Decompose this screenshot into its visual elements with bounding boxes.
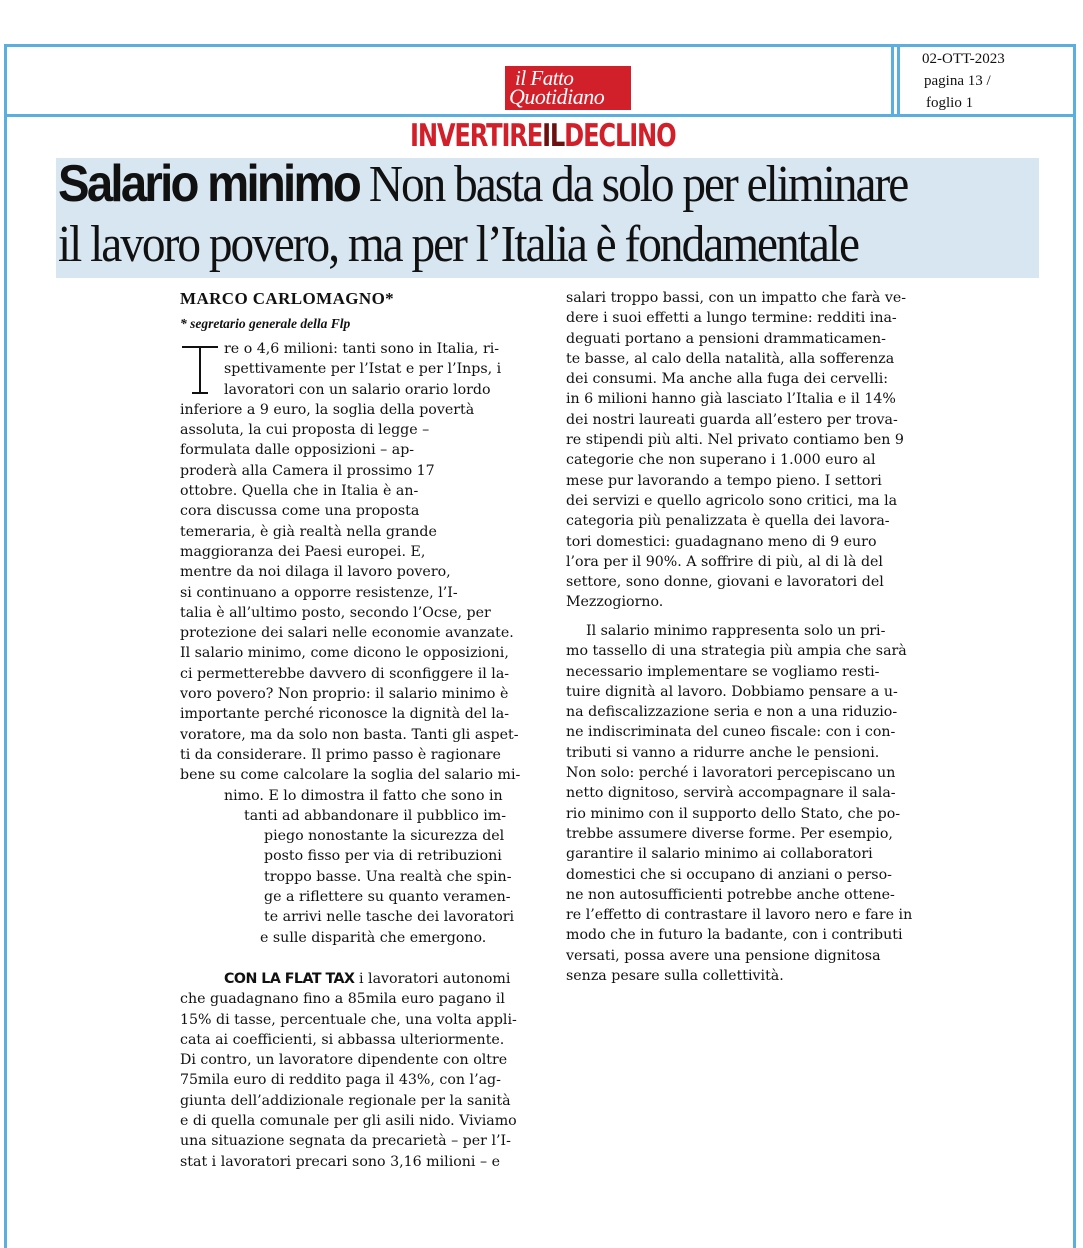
article-line: Di contro, un lavoratore dipendente con oltre (180, 1052, 508, 1069)
article-line: e di quella comunale per gli asili nido. Viviamo (180, 1113, 517, 1130)
article-line: re l’effetto di contrastare il lavoro nero e fare in (566, 907, 913, 924)
article-line: deguati portano a pensioni drammaticamen- (566, 330, 886, 347)
article-line: stat i lavoratori precari sono 3,16 milioni – e (180, 1153, 500, 1170)
article-line: l’ora per il 90%. A soffrire di più, al di là del (566, 553, 883, 570)
article-line: in 6 milioni hanno già lasciato l’Italia e il 14% (566, 391, 896, 408)
article-line: te basse, al calo della natalità, alla sofferenza (566, 350, 895, 367)
headline-line-2: il lavoro povero, ma per l’Italia è fondamentale (58, 216, 858, 273)
article-column-1-section-2 (180, 969, 532, 1172)
subheading: CON LA FLAT TAX (224, 971, 355, 987)
article-line: necessario implementare se vogliamo resti- (566, 663, 880, 680)
article-line: una situazione segnata da precarietà – per l’I- (180, 1133, 511, 1150)
headline (58, 154, 907, 275)
article-line: settore, sono donne, giovani e lavoratori del (566, 574, 884, 591)
article-line: tributi si vanno a ridurre anche le pensioni. (566, 744, 880, 761)
section-kicker (410, 118, 676, 154)
article-line: inferiore a 9 euro, la soglia della povertà (180, 401, 475, 418)
article-line: netto dignitoso, servirà accompagnare il sala- (566, 785, 896, 802)
article-line: cora discussa come una proposta (180, 503, 420, 520)
article-line: te arrivi nelle tasche dei lavoratori (264, 909, 515, 926)
article-line: mo tassello di una strategia più ampia che sarà (566, 643, 907, 660)
article-line: giunta dell’addizionale regionale per la sanità (180, 1092, 511, 1109)
article-line: dei nostri laureati guarda all’estero per trova- (566, 411, 898, 428)
headline-lead: Salario minimo (58, 155, 359, 213)
article-line: senza pesare sulla collettività. (566, 968, 784, 985)
article-line: Non solo: perché i lavoratori percepiscano un (566, 765, 896, 782)
article-line: re o 4,6 milioni: tanti sono in Italia, ri- (224, 341, 500, 357)
article-line: ne indiscriminata del cuneo fiscale: con i con- (566, 724, 896, 741)
article-line: 15% di tasse, percentuale che, una volta appli- (180, 1011, 517, 1028)
headline-line-1: Non basta da solo per eliminare (358, 156, 908, 213)
kicker-part-1: INVERTIRE (410, 118, 543, 154)
article-line: importante perché riconosce la dignità del la- (180, 706, 510, 723)
article-line: ge a riflettere su quanto veramen- (264, 889, 511, 906)
kicker-part-2: IL (542, 118, 565, 154)
article-line: voratore, ma da solo non basta. Tanti gli aspet- (180, 726, 519, 743)
logo-line-1: il Fatto (515, 66, 574, 90)
article-line: ne non autosufficienti potrebbe anche ottene- (566, 886, 895, 903)
article-line: garantire il salario minimo ai collaboratori (566, 846, 873, 863)
article-line: troppo basse. Una realtà che spin- (264, 868, 512, 885)
article-line: dei servizi e quello agricolo sono critici, ma la (566, 492, 898, 509)
article-line: ti da considerare. Il primo passo è ragionare (180, 746, 501, 763)
article-line: tori domestici: guadagnano meno di 9 euro (566, 533, 877, 550)
article-line: posto fisso per via di retribuzioni (264, 848, 502, 865)
clipping-meta (922, 48, 1005, 114)
article-line: trebbe assumere diverse forme. Per esempio, (566, 825, 893, 842)
article-column-2-section-2 (566, 621, 916, 986)
article-line: tuire dignità al lavoro. Dobbiamo pensare a u- (566, 683, 898, 700)
article-line: maggioranza dei Paesi europei. E, (180, 543, 426, 560)
article-line: 75mila euro di reddito paga il 43%, con l’ag- (180, 1072, 501, 1089)
article-line: mentre da noi dilaga il lavoro povero, (180, 564, 451, 581)
article-line: Il salario minimo, come dicono le opposizioni, (180, 645, 509, 662)
article-line: versati, possa avere una pensione dignitosa (566, 947, 881, 964)
author-name: MARCO CARLOMAGNO* (180, 289, 395, 308)
clipping-sheet: foglio 1 (926, 95, 974, 111)
article-line: proderà alla Camera il prossimo 17 (180, 462, 435, 479)
article-line: mese pur lavorando a tempo pieno. I settori (566, 472, 882, 489)
article-line: Mezzogiorno. (566, 594, 664, 611)
article-line: cata ai coefficienti, si abbassa ulteriormente. (180, 1031, 505, 1048)
article-line: e sulle disparità che emergono. (260, 929, 487, 946)
article-line: CON LA FLAT TAX i lavoratori autonomi (224, 971, 511, 987)
article-line: temeraria, è già realtà nella grande (180, 523, 437, 540)
article-line: formulata dalle opposizioni – ap- (180, 442, 415, 459)
article-line: modo che in futuro la badante, con i contributi (566, 927, 903, 944)
newspaper-logo (505, 66, 631, 110)
article-line: tanti ad abbandonare il pubblico im- (244, 807, 507, 824)
article-line: lavoratori con un salario orario lordo (224, 381, 491, 398)
author-role: * segretario generale della Flp (180, 316, 351, 331)
article-line: si continuano a opporre resistenze, l’I- (180, 584, 458, 601)
article-line: salari troppo bassi, con un impatto che farà ve- (566, 290, 907, 306)
article-line: protezione dei salari nelle economie avanzate. (180, 625, 514, 642)
article-line: na defiscalizzazione seria e non a una riduzio- (566, 704, 898, 721)
article-line: categoria più penalizzata è quella dei lavora- (566, 513, 890, 530)
article-line: categorie che non superano i 1.000 euro al (566, 452, 876, 469)
article-line: assoluta, la cui proposta di legge – (180, 422, 430, 439)
logo-line-2: Quotidiano (509, 84, 605, 109)
article-line: spettivamente per l’Istat e per l’Inps, i (224, 361, 502, 378)
clipping-date: 02-OTT-2023 (922, 51, 1005, 67)
article-column-1 (180, 339, 532, 948)
kicker-part-3: DECLINO (564, 118, 676, 154)
article-line: dei consumi. Ma anche alla fuga dei cervelli: (566, 371, 889, 388)
article-line: talia è all’ultimo posto, secondo l’Ocse, per (180, 604, 491, 621)
article-line: che guadagnano fino a 85mila euro pagano il (180, 991, 505, 1008)
article-line: rio minimo con il supporto dello Stato, che po- (566, 805, 901, 822)
article-line: re stipendi più alti. Nel privato contiamo ben 9 (566, 432, 904, 449)
clipping-page: pagina 13 / (924, 73, 991, 89)
article-line: nimo. E lo dimostra il fatto che sono in (224, 787, 503, 804)
article-line: ottobre. Quella che in Italia è an- (180, 483, 419, 500)
article-line: bene su come calcolare la soglia del salario mi- (180, 767, 521, 784)
article-line: ci permetterebbe davvero di sconfiggere il la- (180, 665, 510, 682)
article-line: domestici che si occupano di anziani o perso- (566, 866, 892, 883)
article-line: Il salario minimo rappresenta solo un pri- (586, 623, 886, 639)
article-line: voro povero? Non proprio: il salario minimo è (180, 686, 509, 703)
article-column-2 (566, 288, 916, 613)
article-line: piego nonostante la sicurezza del (264, 828, 505, 845)
article-line: dere i suoi effetti a lungo termine: redditi ina- (566, 310, 897, 327)
